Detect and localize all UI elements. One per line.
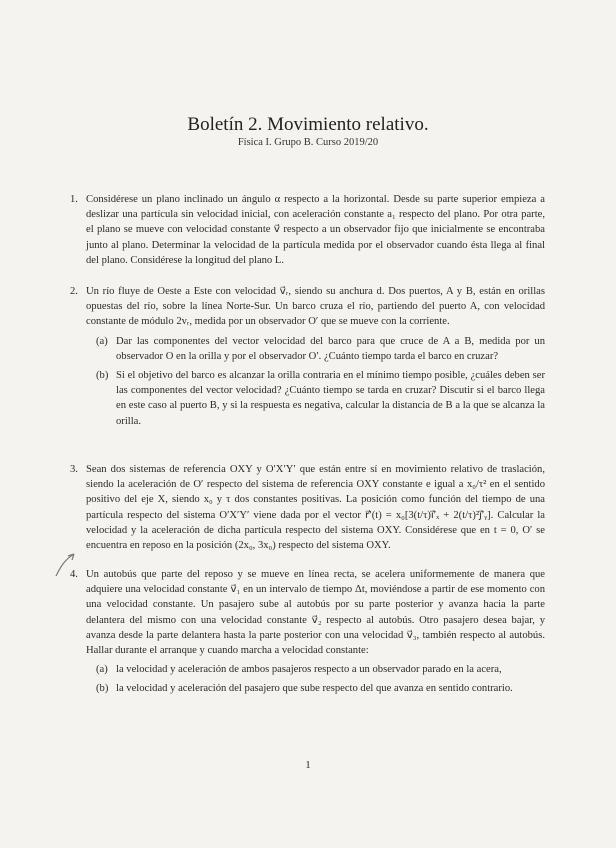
subproblem-a (96, 662, 545, 677)
subproblem-text: la velocidad y aceleración de ambos pasajeros respecto a un observador parado en la acera, (116, 664, 502, 676)
subproblem-b (96, 681, 545, 696)
subproblem-label: (b) (96, 370, 109, 382)
subproblem-text: Si el objetivo del barco es alcanzar la orilla contraria en el mínimo tiempo posible, ¿cuáles deben ser las componentes del vector velocidad? ¿Cuánto tiempo se tarda en cruzar? Discutir si el barco llega en este caso al puerto B, y si la respuesta es negativa, calcular la distancia de B a la que se alcanza la orilla. (116, 370, 545, 427)
problem-text: Un río fluye de Oeste a Este con velocidad v⃗ᵣ, siendo su anchura d. Dos puertos, A y B, están en orillas opuestas del río, sobre la línea Norte-Sur. Un barco cruza el río, partiendo del puerto A, con velocidad constante de módulo 2vᵣ, medida por un observador O′ que se mueve con la corriente. (86, 286, 545, 328)
problem-number: 1. (70, 194, 78, 205)
page-number: 1 (305, 759, 311, 771)
subproblem-label: (a) (96, 664, 108, 676)
problem-4 (70, 567, 545, 697)
problem-text: Sean dos sistemas de referencia OXY y O′X′Y′ que están entre sí en movimiento relativo de traslación, siendo la aceleración de O′ respecto del sistema de referencia OXY constante e igual a x₀/τ² en el sentido positivo del eje X, siendo x₀ y τ dos constantes positivas. La posición como función del tiempo de una partícula respecto del sistema O′X′Y′ viene dada por el vector r⃗′(t) = x₀[3(t/τ)ı⃗′ₓ + 2(t/τ)²ȷ⃗′ᵧ]. Calcular la velocidad y la aceleración de dicha partícula respecto del sistema OXY. Considérese que en t = 0, O′ se encuentra en reposo en la posición (2x₀, 3x₀) respecto del sistema OXY. (86, 464, 545, 552)
subproblem-b (96, 368, 545, 429)
pencil-mark-icon (52, 550, 78, 580)
subproblem-label: (a) (96, 335, 108, 347)
problem-number: 3. (70, 464, 78, 475)
problem-number: 4. (70, 569, 78, 580)
page-subtitle: Física I. Grupo B. Curso 2019/20 (237, 137, 379, 148)
problem-2 (70, 284, 545, 429)
problem-1 (70, 192, 545, 268)
subproblem-label: (b) (96, 683, 109, 695)
subproblem-text: la velocidad y aceleración del pasajero que sube respecto del que avanza en sentido contrario. (116, 683, 513, 695)
problem-text: Considérese un plano inclinado un ángulo α respecto a la horizontal. Desde su parte superior empieza a deslizar una partícula sin velocidad inicial, con aceleración constante a₁ respecto del plano. Por otra parte, el plano se mueve con velocidad constante v⃗ respecto a un observador fijo que inicialmente se encontraba junto al plano. Determinar la velocidad de la partícula medida por el observador cuando ésta llega al final del plano. Considérese la longitud del plano L. (86, 194, 545, 266)
subproblem-a (96, 334, 545, 364)
problem-number: 2. (70, 286, 78, 297)
problem-3 (70, 462, 545, 553)
page-title: Boletín 2. Movimiento relativo. (187, 114, 429, 135)
subproblem-text: Dar las componentes del vector velocidad del barco para que cruce de A a B, medida por un observador O en la orilla y por el observador O′. ¿Cuánto tiempo tarda el barco en cruzar? (116, 335, 545, 362)
problem-text: Un autobús que parte del reposo y se mueve en línea recta, se acelera uniformemente de manera que adquiere una velocidad constante v⃗₁ en un intervalo de tiempo Δt, moviéndose a partir de ese momento con una velocidad constante. Un pasajero sube al autobús por su parte posterior y avanza hacia la parte delantera del mismo con una velocidad constante v⃗₂ respecto al autobús. Otro pasajero desea bajar, y avanza desde la parte delantera hasta la parte posterior con una velocidad v⃗₃, también respecto al autobús. Hallar durante el arranque y cuando marcha a velocidad constante: (86, 569, 545, 657)
